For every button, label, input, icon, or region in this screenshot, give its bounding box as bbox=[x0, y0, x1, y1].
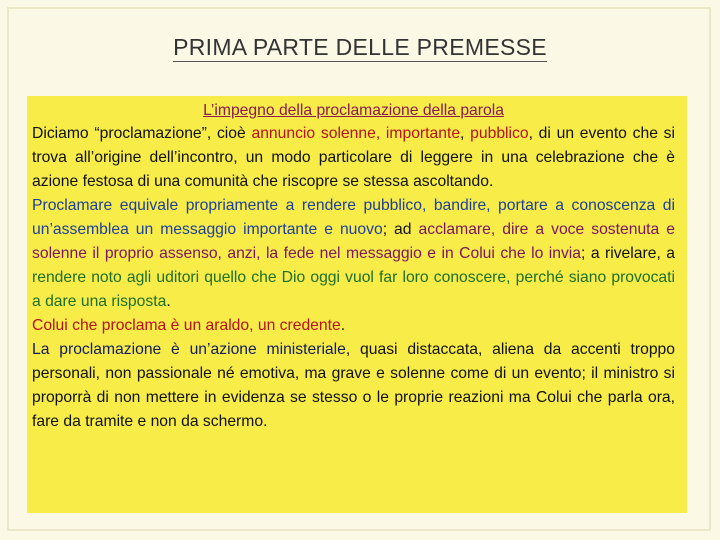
text-run: . bbox=[166, 293, 171, 310]
highlight-annuncio: annuncio solenne, importante bbox=[251, 125, 461, 142]
text-run: ; a rivelare, a bbox=[581, 245, 675, 262]
text-run: . bbox=[340, 317, 346, 334]
slide-title bbox=[0, 34, 720, 61]
slide-title-text: PRIMA PARTE DELLE PREMESSE bbox=[173, 34, 547, 60]
paragraph-ministeriale bbox=[32, 338, 675, 434]
highlight-rendere-noto: rendere noto agli uditori quello che Dio oggi vuol far loro conoscere, perché siano provocati a dare una risposta bbox=[32, 269, 675, 310]
highlight-pubblico: pubblico bbox=[470, 125, 529, 142]
highlight-araldo: Colui che proclama è un araldo, un credente bbox=[32, 317, 341, 334]
text-run: ; ad bbox=[382, 221, 419, 238]
paragraph-proclamazione bbox=[32, 122, 675, 194]
text-run: , quasi distaccata, aliena da accenti troppo personali, non passionale né emotiva, ma grave e solenne come di un evento; il ministro si proporrà di non mettere in evidenza se stesso o le proprie reazioni ma Colui che parla ora, fare da tramite e non da schermo. bbox=[32, 341, 675, 430]
text-run: Diciamo “proclamazione”, cioè bbox=[32, 125, 252, 142]
content-heading: L’impegno della proclamazione della parola bbox=[203, 102, 504, 119]
text-run: , bbox=[460, 125, 471, 142]
text-run: , di un evento che si trova all’origine dell’incontro, un modo particolare di leggere in una celebrazione che è azione festosa di una comunità che riscopre se stessa ascoltando. bbox=[32, 125, 675, 190]
paragraph-proclamare bbox=[32, 194, 675, 314]
content-box bbox=[27, 96, 687, 513]
highlight-proclamare: Proclamare equivale propriamente a rendere pubblico, bandire, portare a conoscenza di un’assemblea un messaggio importante e nuovo bbox=[32, 197, 675, 238]
highlight-acclamare: acclamare, dire a voce sostenuta e solenne il proprio assenso, anzi, la fede nel messaggio e in Colui che lo invia bbox=[32, 221, 675, 262]
highlight-ministeriale: La proclamazione è un’azione ministeriale bbox=[32, 341, 346, 358]
paragraph-araldo bbox=[32, 314, 675, 338]
